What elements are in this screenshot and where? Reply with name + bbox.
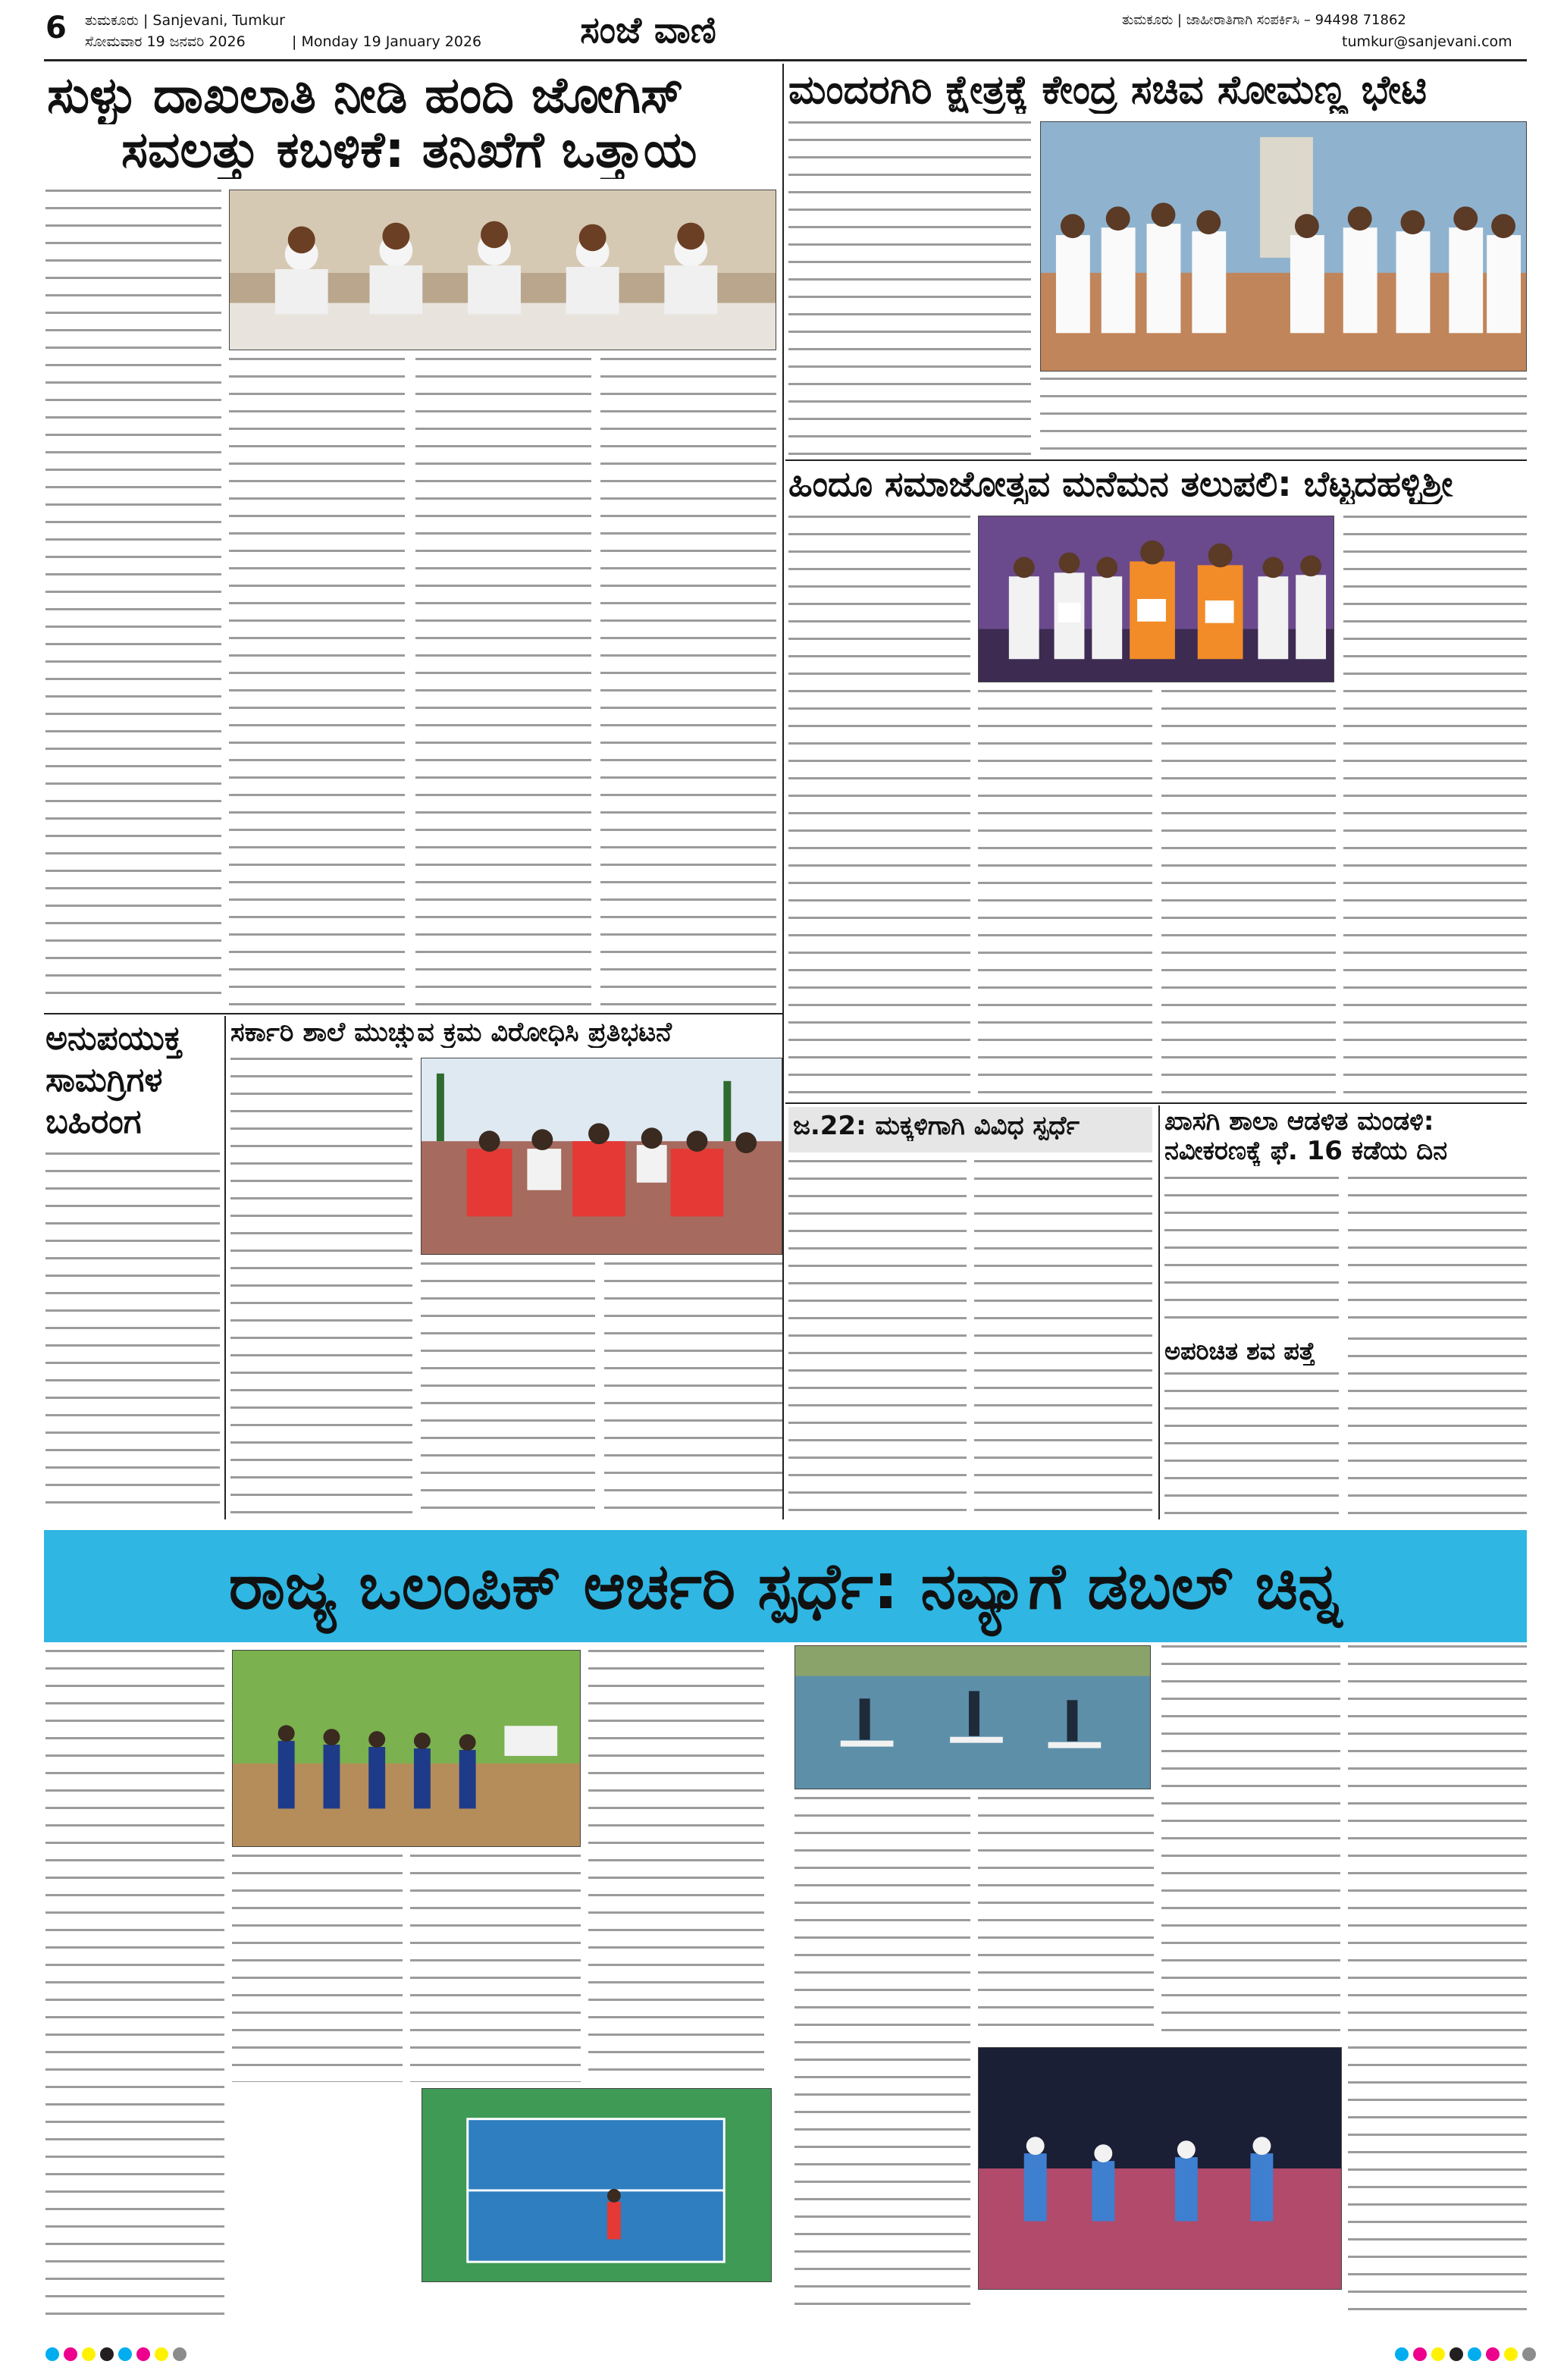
archery-photo [232, 1650, 581, 1847]
reg-dot [155, 2347, 168, 2361]
reg-dot [1431, 2347, 1445, 2361]
sports-body-col-3 [410, 1855, 581, 2082]
article-7-body-col-2 [1348, 1177, 1527, 1332]
sports-body-col-1 [45, 1650, 224, 2317]
reg-dot [1522, 2347, 1536, 2361]
ad-contact: ತುಮಕೂರು | ಜಾಹೀರಾತಿಗಾಗಿ ಸಂಪರ್ಕಿಸಿ – 94498 71862 [1122, 12, 1406, 28]
reg-dot [1486, 2347, 1500, 2361]
reg-dot [100, 2347, 114, 2361]
sports-body-col-5 [794, 1797, 970, 2320]
article-1-photo [229, 190, 776, 350]
reg-dot [136, 2347, 150, 2361]
article-7-body-col-1 [1164, 1177, 1339, 1332]
reg-dot [45, 2347, 59, 2361]
section-divider [785, 459, 1527, 461]
section-divider [785, 1102, 1527, 1104]
archery-range-image [233, 1651, 580, 1846]
article-5-body-col-1 [230, 1058, 412, 1516]
article-6-body-col-2 [974, 1160, 1152, 1516]
newspaper-logo [523, 6, 773, 55]
article-1-body-col-2 [229, 358, 405, 1008]
section-divider [44, 1013, 784, 1014]
article-1-body-col-3 [415, 358, 591, 1008]
tennis-court-image [422, 2089, 771, 2281]
article-3-body-col-3 [1161, 690, 1336, 1099]
article-8-headline: ಅಪರಿಚಿತ ಶವ ಪತ್ತೆ [1164, 1337, 1315, 1366]
page-number: 6 [45, 11, 67, 45]
article-4-body [45, 1152, 220, 1516]
article-5-photo [421, 1058, 782, 1255]
archery-banner [44, 1530, 1527, 1642]
article-8-body-col-1 [1164, 1372, 1339, 1516]
article-2-caption [1040, 378, 1527, 455]
sports-body-col-8 [1348, 1645, 1527, 2320]
edition-label: ತುಮಕೂರು | Sanjevani, Tumkur [85, 12, 285, 29]
article-6-headline: ಜ.22: ಮಕ್ಕಳಿಗಾಗಿ ವಿವಿಧ ಸ್ಪರ್ಧೆ [793, 1112, 1080, 1141]
color-registration-marks-left [45, 2347, 197, 2366]
kabaddi-match-image [979, 2048, 1341, 2289]
article-2-body [788, 121, 1031, 455]
protest-image [422, 1058, 782, 1254]
paddle-board-image [795, 1646, 1150, 1789]
book-release-image [979, 516, 1334, 682]
contact-email: tumkur@sanjevani.com [1342, 33, 1512, 50]
article-2-photo [1040, 121, 1527, 372]
masthead [0, 0, 1567, 61]
sports-body-col-7 [1161, 1645, 1340, 2040]
article-3-body-col-1 [788, 516, 970, 1099]
logo-text: ಸಂಜೆ ವಾಣಿ [580, 8, 716, 52]
reg-dot [118, 2347, 132, 2361]
reg-dot [82, 2347, 96, 2361]
reg-dot [1395, 2347, 1409, 2361]
press-conference-image [230, 190, 776, 350]
reg-dot [1413, 2347, 1427, 2361]
color-registration-marks-right [1395, 2347, 1547, 2366]
article-6-body-col-1 [788, 1160, 967, 1516]
column-divider [1158, 1105, 1160, 1519]
tennis-photo [422, 2088, 772, 2282]
article-3-photo [978, 516, 1334, 682]
column-divider [782, 64, 784, 1519]
article-3-headline: ಹಿಂದೂ ಸಮಾಜೋತ್ಸವ ಮನೆಮನ ತಲುಪಲಿ: ಬೆಟ್ಟದಹಳ್ಳಿಶ್ರೀ [788, 464, 1453, 504]
article-3-body-col-4 [1343, 516, 1527, 1099]
sports-body-col-6 [978, 1797, 1154, 2040]
reg-dot [1504, 2347, 1518, 2361]
article-7-headline: ಖಾಸಗಿ ಶಾಲಾ ಆಡಳಿತ ಮಂಡಳಿ: ನವೀಕರಣಕ್ಕೆ ಫೆ. 16 ಕಡೆಯ ದಿನ [1164, 1107, 1448, 1167]
reg-dot [173, 2347, 186, 2361]
article-3-body-col-2 [978, 690, 1152, 1099]
article-5-body-col-2 [421, 1262, 595, 1516]
header-divider [44, 59, 1527, 61]
article-2-headline: ಮಂದರಗಿರಿ ಕ್ಷೇತ್ರಕ್ಕೆ ಕೇಂದ್ರ ಸಚಿವ ಸೋಮಣ್ಣ ಭೇಟಿ [788, 68, 1428, 113]
date-kannada: ಸೋಮವಾರ 19 ಜನವರಿ 2026 [85, 33, 246, 50]
article-5-headline: ಸರ್ಕಾರಿ ಶಾಲೆ ಮುಚ್ಚುವ ಕ್ರಮ ವಿರೋಧಿಸಿ ಪ್ರತಿಭಟನೆ [230, 1018, 672, 1048]
reg-dot [1449, 2347, 1463, 2361]
banner-headline: ರಾಜ್ಯ ಒಲಂಪಿಕ್ ಆರ್ಚರಿ ಸ್ಪರ್ಧೆ: ನವ್ಯಾಗೆ ಡಬಲ್ ಚಿನ್ನ [228, 1548, 1343, 1623]
article-1-headline-line-2: ಸವಲತ್ತು ಕಬಳಿಕೆ: ತನಿಖೆಗೆ ಒತ್ತಾಯ [121, 121, 697, 179]
article-4-headline: ಅನುಪಯುಕ್ತ ಸಾಮಗ್ರಿಗಳ ಬಹಿರಂಗ [45, 1019, 183, 1141]
column-divider [224, 1016, 226, 1519]
kabaddi-photo [978, 2047, 1342, 2290]
paddle-board-photo [794, 1645, 1151, 1789]
sports-body-col-2 [232, 1855, 403, 2082]
article-5-body-col-3 [604, 1262, 782, 1516]
article-1-body-col-4 [600, 358, 776, 1008]
minister-visit-image [1041, 122, 1526, 371]
date-english: | Monday 19 January 2026 [292, 33, 482, 50]
reg-dot [1468, 2347, 1481, 2361]
article-1-body-col-1 [45, 190, 221, 1008]
article-1-headline-line-1: ಸುಳ್ಳು ದಾಖಲಾತಿ ನೀಡಿ ಹಂದಿ ಜೋಗಿಸ್ [47, 67, 684, 124]
reg-dot [64, 2347, 77, 2361]
sports-body-col-4 [588, 1650, 764, 2074]
article-8-body-col-2 [1348, 1337, 1527, 1516]
